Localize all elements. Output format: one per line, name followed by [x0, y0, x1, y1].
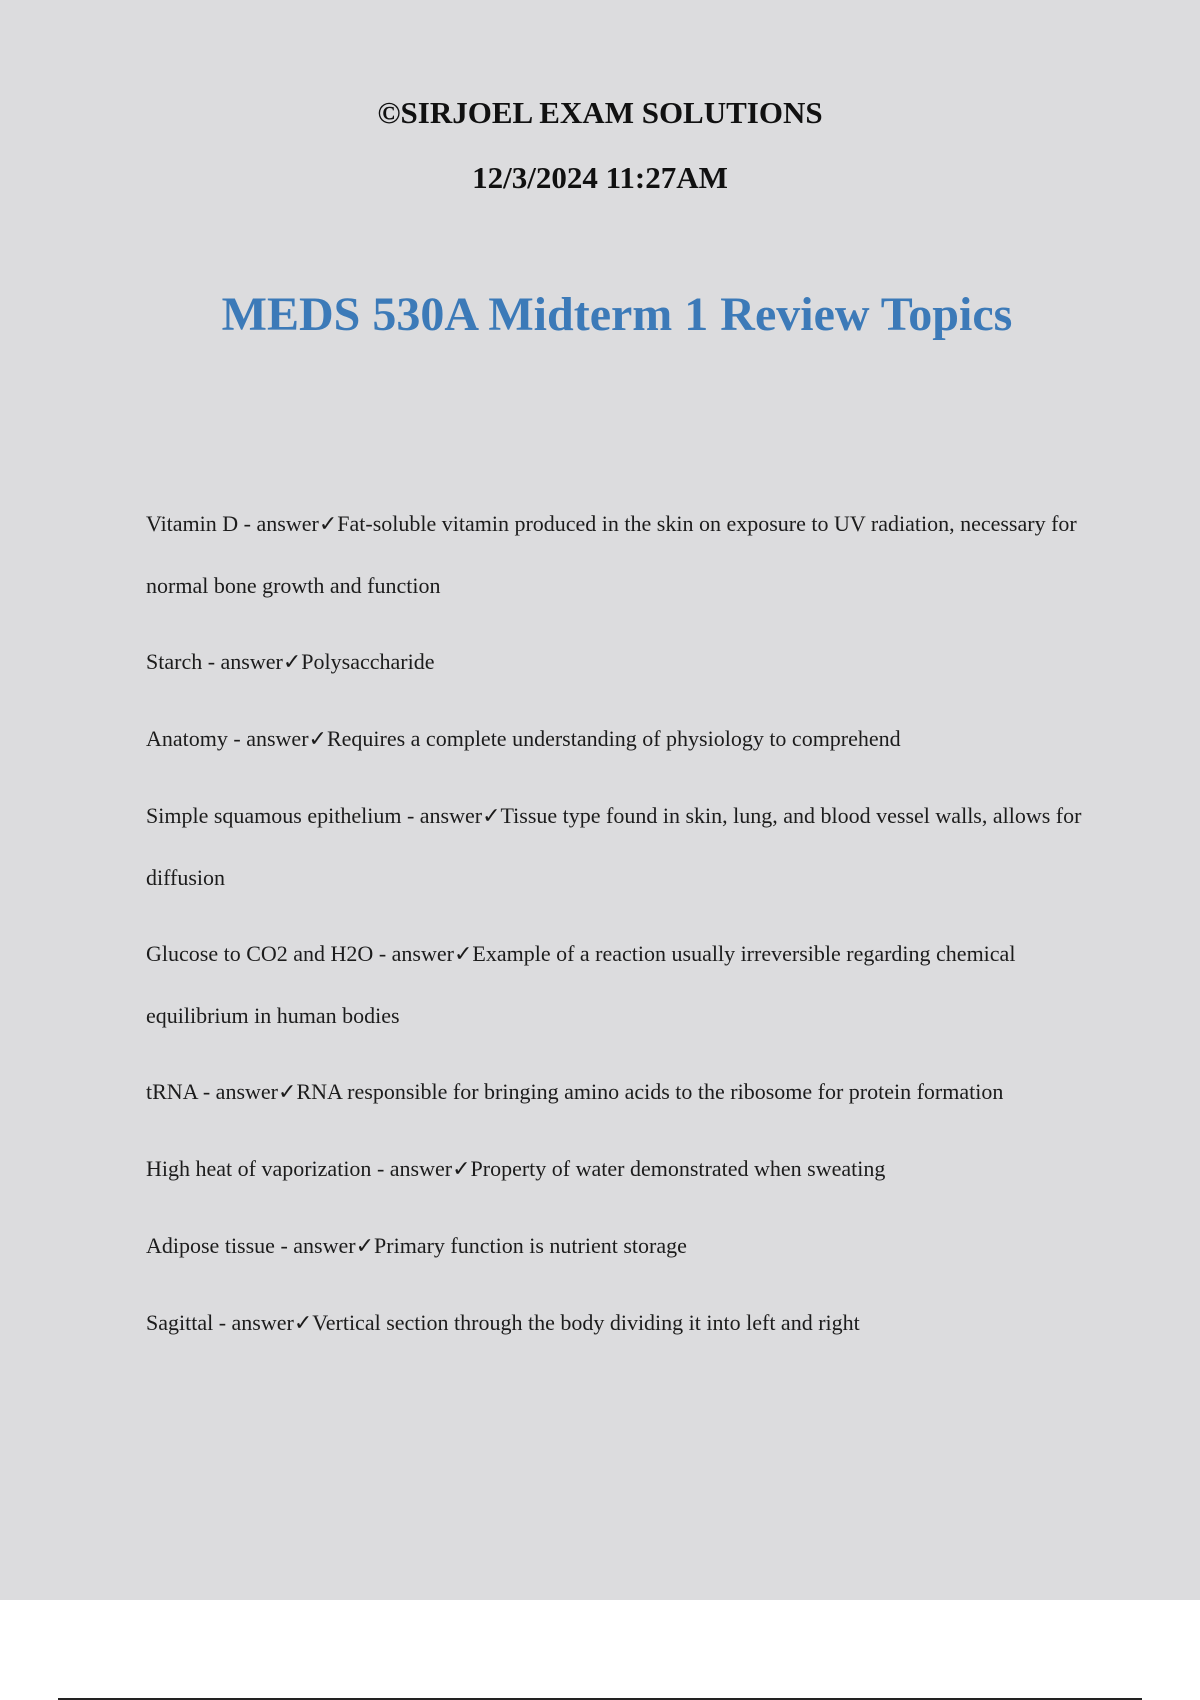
entry-term: Sagittal — [146, 1310, 214, 1335]
entry-answer: Example of a reaction usually irreversible regarding chemical equilibrium in human bodies — [146, 941, 1016, 1028]
header-brand: ©SIRJOEL EXAM SOLUTIONS — [377, 95, 823, 130]
entry-term: Anatomy — [146, 726, 228, 751]
checkmark-icon: ✓ — [293, 1311, 313, 1336]
list-item — [146, 785, 1086, 908]
list-item — [146, 1061, 1086, 1123]
checkmark-icon: ✓ — [318, 512, 338, 537]
entry-separator: - answer — [401, 803, 483, 828]
entry-separator: - answer — [213, 1310, 294, 1335]
entry-separator: - answer — [202, 649, 283, 674]
entry-answer: Tissue type found in skin, lung, and blood vessel walls, allows for diffusion — [146, 803, 1082, 890]
entry-separator: - answer — [238, 511, 319, 536]
entry-term: Glucose to CO2 and H2O — [146, 941, 374, 966]
entry-separator: - answer — [197, 1079, 278, 1104]
checkmark-icon: ✓ — [282, 650, 302, 675]
list-item — [146, 708, 1086, 770]
review-topic-list — [146, 493, 1086, 1369]
page-title: MEDS 530A Midterm 1 Review Topics — [221, 288, 1013, 341]
header-date: 12/3/2024 11:27AM — [472, 160, 728, 195]
entry-term: Simple squamous epithelium — [146, 803, 402, 828]
entry-separator: - answer — [373, 941, 454, 966]
checkmark-icon: ✓ — [308, 727, 327, 752]
entry-term: tRNA — [146, 1079, 198, 1104]
checkmark-icon: ✓ — [355, 1234, 375, 1259]
entry-term: Vitamin D — [146, 511, 239, 536]
entry-separator: - answer — [371, 1156, 453, 1181]
entry-answer: RNA responsible for bringing amino acids to the ribosome for protein formation — [296, 1079, 1004, 1104]
list-item — [146, 631, 1086, 693]
checkmark-icon: ✓ — [482, 804, 501, 829]
checkmark-icon: ✓ — [278, 1080, 297, 1105]
entry-answer: Requires a complete understanding of physiology to comprehend — [326, 726, 901, 751]
checkmark-icon: ✓ — [452, 1157, 471, 1182]
entry-term: High heat of vaporization — [146, 1156, 372, 1181]
list-item — [146, 493, 1086, 616]
entry-answer: Polysaccharide — [301, 649, 435, 674]
entry-answer: Vertical section through the body dividing it into left and right — [312, 1310, 860, 1335]
entry-answer: Primary function is nutrient storage — [374, 1233, 687, 1258]
list-item — [146, 1138, 1086, 1200]
list-item — [146, 1292, 1086, 1354]
entry-separator: - answer — [227, 726, 309, 751]
list-item — [146, 923, 1086, 1046]
entry-answer: Fat-soluble vitamin produced in the skin on exposure to UV radiation, necessary for normal bone growth and function — [146, 511, 1077, 598]
list-item — [146, 1215, 1086, 1277]
entry-separator: - answer — [274, 1233, 356, 1258]
entry-term: Starch — [146, 649, 203, 674]
checkmark-icon: ✓ — [453, 942, 473, 967]
entry-term: Adipose tissue — [146, 1233, 275, 1258]
entry-answer: Property of water demonstrated when sweating — [470, 1156, 886, 1181]
